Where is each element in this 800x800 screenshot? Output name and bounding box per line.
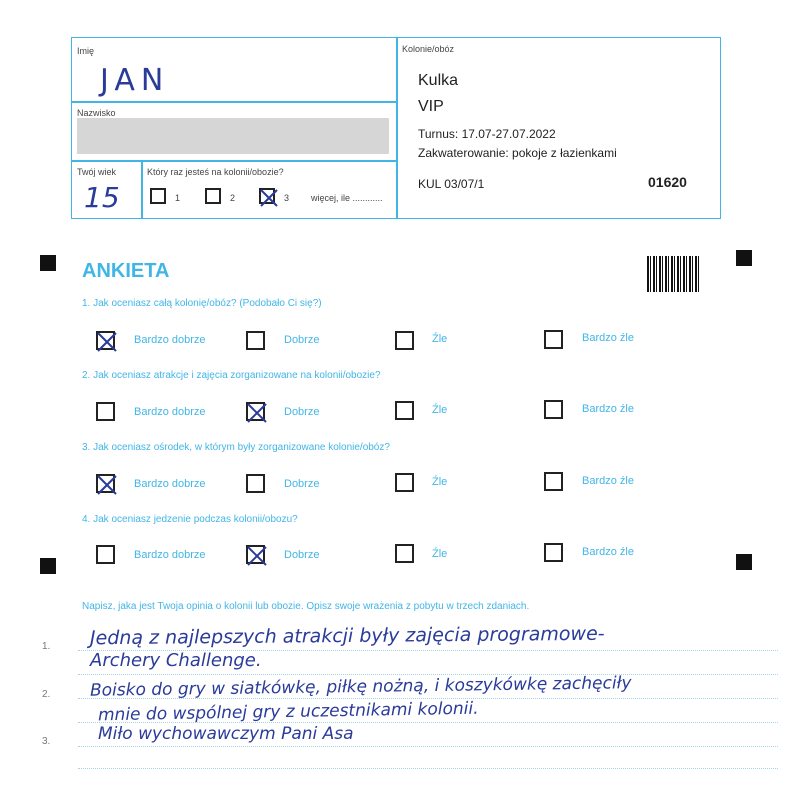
q4-option-zle: Źle: [432, 548, 448, 560]
barcode: [647, 256, 700, 292]
q3-option-bardzo-dobrze: Bardzo dobrze: [134, 478, 206, 490]
first-name-value: JAN: [100, 63, 170, 98]
check-x-icon: [96, 331, 118, 353]
times-checkbox-3[interactable]: [259, 188, 275, 204]
handwritten-line-5: Miło wychowawczym Pani Asa: [98, 724, 354, 744]
age-label: Twój wiek: [77, 167, 117, 177]
registration-mark-tl: [40, 255, 56, 271]
times-checkbox-1[interactable]: [150, 188, 166, 204]
header-divider-vertical: [396, 37, 398, 219]
q2-option-zle: Źle: [432, 404, 448, 416]
accommodation: Zakwaterowanie: pokoje z łazienkami: [418, 146, 617, 160]
q4-option-bardzo-zle: Bardzo źle: [582, 546, 634, 558]
survey-title: ANKIETA: [82, 260, 170, 282]
handwritten-line-4: mnie do wspólnej gry z uczestnikami kolonii.: [97, 698, 479, 726]
check-x-icon: [259, 188, 279, 208]
q3-option-dobrze: Dobrze: [284, 478, 320, 490]
q2-option-dobrze: Dobrze: [284, 406, 320, 418]
line-number-3: 3.: [42, 736, 51, 747]
surname-label: Nazwisko: [77, 108, 116, 118]
times-option-3: 3: [284, 193, 290, 203]
registration-mark-tr: [736, 250, 752, 266]
times-checkbox-2[interactable]: [205, 188, 221, 204]
form-number: 01620: [648, 174, 687, 190]
line-number-1: 1.: [42, 641, 51, 652]
handwritten-line-2: Archery Challenge.: [90, 650, 262, 671]
camp-type: VIP: [418, 98, 444, 115]
times-option-1: 1: [175, 193, 181, 203]
q1-checkbox-bardzo-zle[interactable]: [544, 330, 563, 349]
times-option-2: 2: [230, 193, 236, 203]
camp-code: KUL 03/07/1: [418, 177, 485, 191]
handwritten-line-1: Jedną z najlepszych atrakcji były zajęcia programowe-: [89, 622, 605, 650]
camp-label: Kolonie/obóz: [402, 44, 455, 54]
registration-mark-bl: [40, 558, 56, 574]
header-divider-1: [71, 101, 398, 103]
question-2: 2. Jak oceniasz atrakcje i zajęcia zorganizowane na kolonii/obozie?: [82, 370, 381, 381]
q4-checkbox-dobrze[interactable]: [246, 545, 265, 564]
dotted-line: [78, 746, 778, 747]
q1-option-bardzo-dobrze: Bardzo dobrze: [134, 334, 206, 346]
times-option-more: więcej, ile ............: [311, 193, 383, 203]
q1-option-zle: Źle: [432, 333, 448, 345]
dotted-line: [78, 768, 778, 769]
q2-checkbox-bardzo-dobrze[interactable]: [96, 402, 115, 421]
q2-checkbox-bardzo-zle[interactable]: [544, 400, 563, 419]
question-4: 4. Jak oceniasz jedzenie podczas kolonii/obozu?: [82, 514, 298, 525]
q3-checkbox-bardzo-dobrze[interactable]: [96, 474, 115, 493]
header-divider-age: [141, 160, 143, 219]
opinion-prompt: Napisz, jaka jest Twoja opinia o kolonii lub obozie. Opisz swoje wrażenia z pobytu w trzech zdaniach.: [82, 601, 530, 612]
q2-option-bardzo-zle: Bardzo źle: [582, 403, 634, 415]
q4-checkbox-bardzo-dobrze[interactable]: [96, 545, 115, 564]
handwritten-line-3: Boisko do gry w siatkówkę, piłkę nożną, i koszykówkę zachęciły: [89, 673, 632, 701]
q1-option-dobrze: Dobrze: [284, 334, 320, 346]
check-x-icon: [96, 474, 118, 496]
question-3: 3. Jak oceniasz ośrodek, w którym były zorganizowane kolonie/obóz?: [82, 442, 390, 453]
first-name-label: Imię: [77, 46, 95, 56]
header-divider-2: [71, 160, 398, 162]
q3-checkbox-dobrze[interactable]: [246, 474, 265, 493]
age-value: 15: [84, 181, 120, 214]
q4-option-bardzo-dobrze: Bardzo dobrze: [134, 549, 206, 561]
q1-checkbox-bardzo-dobrze[interactable]: [96, 331, 115, 350]
q4-checkbox-bardzo-zle[interactable]: [544, 543, 563, 562]
q2-option-bardzo-dobrze: Bardzo dobrze: [134, 406, 206, 418]
check-x-icon: [246, 402, 268, 424]
q4-checkbox-zle[interactable]: [395, 544, 414, 563]
camp-name: Kulka: [418, 72, 459, 89]
q3-checkbox-bardzo-zle[interactable]: [544, 472, 563, 491]
registration-mark-br: [736, 554, 752, 570]
times-label: Który raz jesteś na kolonii/obozie?: [147, 167, 284, 177]
turnus: Turnus: 17.07-27.07.2022: [418, 127, 556, 141]
q1-option-bardzo-zle: Bardzo źle: [582, 332, 634, 344]
q3-option-bardzo-zle: Bardzo źle: [582, 475, 634, 487]
q1-checkbox-dobrze[interactable]: [246, 331, 265, 350]
q1-checkbox-zle[interactable]: [395, 331, 414, 350]
q3-option-zle: Źle: [432, 476, 448, 488]
q4-option-dobrze: Dobrze: [284, 549, 320, 561]
line-number-2: 2.: [42, 689, 51, 700]
q3-checkbox-zle[interactable]: [395, 473, 414, 492]
surname-redaction: [77, 118, 389, 154]
question-1: 1. Jak oceniasz całą kolonię/obóz? (Podobało Ci się?): [82, 298, 322, 309]
q2-checkbox-zle[interactable]: [395, 401, 414, 420]
check-x-icon: [246, 545, 268, 567]
q2-checkbox-dobrze[interactable]: [246, 402, 265, 421]
dotted-line: [78, 674, 778, 675]
